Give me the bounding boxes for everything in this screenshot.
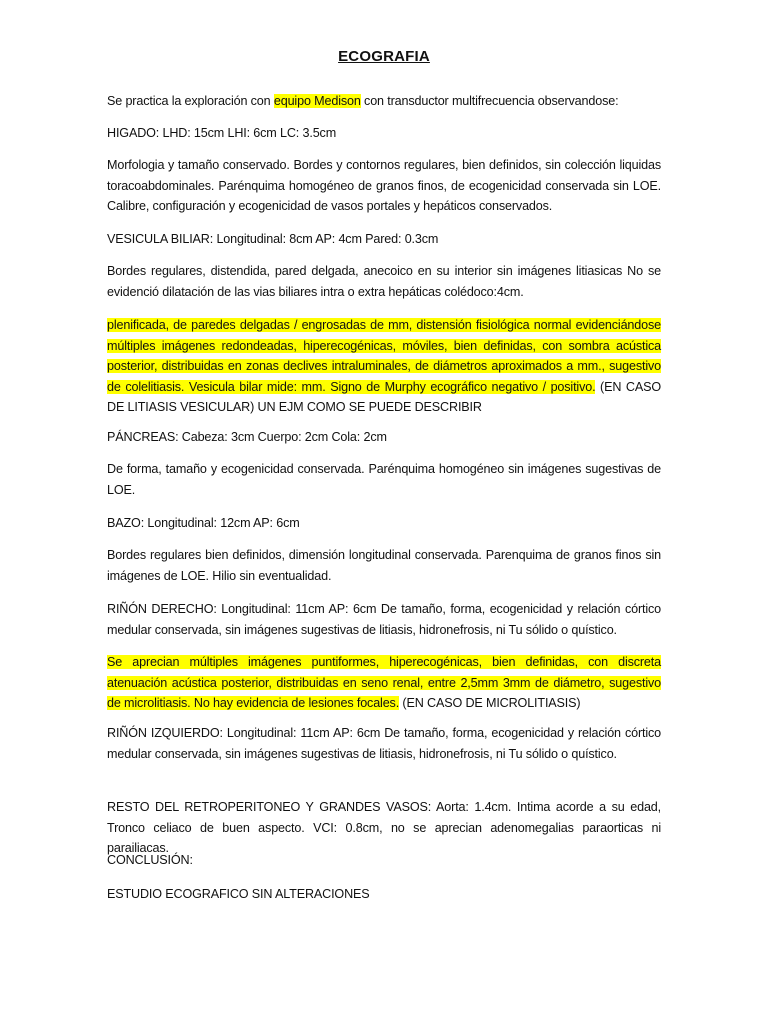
vesicula-description: Bordes regulares, distendida, pared delgada, anecoico en su interior sin imágenes litiasicas No se evidenció dilatación de las vias biliares intra o extra hepáticas colédoco:4cm.: [107, 264, 661, 299]
conclusion-label: CONCLUSIÓN:: [107, 853, 193, 867]
document-page: [107, 0, 661, 1024]
vesicula-litiasis-note: (EN CASO DE LITIASIS VESICULAR) UN EJM COMO SE PUEDE DESCRIBIR: [107, 379, 661, 414]
rinon-izquierdo-paragraph: RIÑÓN IZQUIERDO: Longitudinal: 11cm AP: 6cm De tamaño, forma, ecogenicidad y relación córtico medular conservada, sin imágenes sugestivas de litiasis, hidronefrosis, ni Tu sólido o quístico.: [107, 726, 661, 761]
microlitiasis-highlight: Se aprecian múltiples imágenes puntiformes, hiperecogénicas, bien definidas, con discreta atenuación acústica posterior, distribuidas en seno renal, entre 2,5mm 3mm de diámetro, sugestivo de microlitiasis. No hay evidencia de lesiones focales.: [107, 655, 661, 710]
bazo-header: BAZO: Longitudinal: 12cm AP: 6cm: [107, 516, 300, 530]
pancreas-description: De forma, tamaño y ecogenicidad conservada. Parénquima homogéneo sin imágenes sugestivas de LOE.: [107, 462, 661, 497]
vesicula-litiasis-highlight: plenificada, de paredes delgadas / engrosadas de mm, distensión fisiológica normal evidenciándose múltiples imágenes redondeadas, hiperecogénicas, móviles, bien definidas, con sombra acústica posterior, distribuidas en zonas declives intraluminales, de diámetros aproximados a mm., sugestivo de colelitiasis. Vesicula bilar mide: mm. Signo de Murphy ecográfico negativo / positivo.: [107, 318, 661, 394]
intro-text-before: Se practica la exploración con: [107, 94, 274, 108]
rinon-derecho-paragraph: RIÑÓN DERECHO: Longitudinal: 11cm AP: 6cm De tamaño, forma, ecogenicidad y relación córtico medular conservada, sin imágenes sugestivas de litiasis, hidronefrosis, ni Tu sólido o quístico.: [107, 602, 661, 637]
pancreas-header: PÁNCREAS: Cabeza: 3cm Cuerpo: 2cm Cola: 2cm: [107, 430, 387, 444]
intro-highlight-equipment: equipo Medison: [273, 94, 361, 108]
retroperitoneo-paragraph: RESTO DEL RETROPERITONEO Y GRANDES VASOS: Aorta: 1.4cm. Intima acorde a su edad, Tronco celiaco de buen aspecto. VCI: 0.8cm, no se aprecian adenomegalias paraorticas ni parailiacas.: [107, 800, 661, 855]
higado-header: HIGADO: LHD: 15cm LHI: 6cm LC: 3.5cm: [107, 126, 337, 140]
microlitiasis-paragraph: [107, 652, 661, 714]
vesicula-header: VESICULA BILIAR: Longitudinal: 8cm AP: 4cm Pared: 0.3cm: [107, 232, 439, 246]
document-title: ECOGRAFIA: [338, 48, 430, 65]
bazo-description: Bordes regulares bien definidos, dimensión longitudinal conservada. Parenquima de granos finos sin imágenes de LOE. Hilio sin eventualidad.: [107, 548, 661, 583]
higado-description: Morfologia y tamaño conservado. Bordes y contornos regulares, bien definidos, sin colección liquidas toracoabdominales. Parénquima homogéneo de granos finos, de ecogenicidad conservada sin LOE. Calibre, configuración y ecogenicidad de vasos portales y hepáticos conservados.: [107, 158, 661, 213]
conclusion-text: ESTUDIO ECOGRAFICO SIN ALTERACIONES: [107, 887, 370, 901]
microlitiasis-note: (EN CASO DE MICROLITIASIS): [399, 696, 581, 710]
vesicula-litiasis-paragraph: [107, 315, 661, 418]
intro-text-after: con transductor multifrecuencia observandose:: [360, 94, 619, 108]
intro-paragraph: [107, 91, 661, 112]
